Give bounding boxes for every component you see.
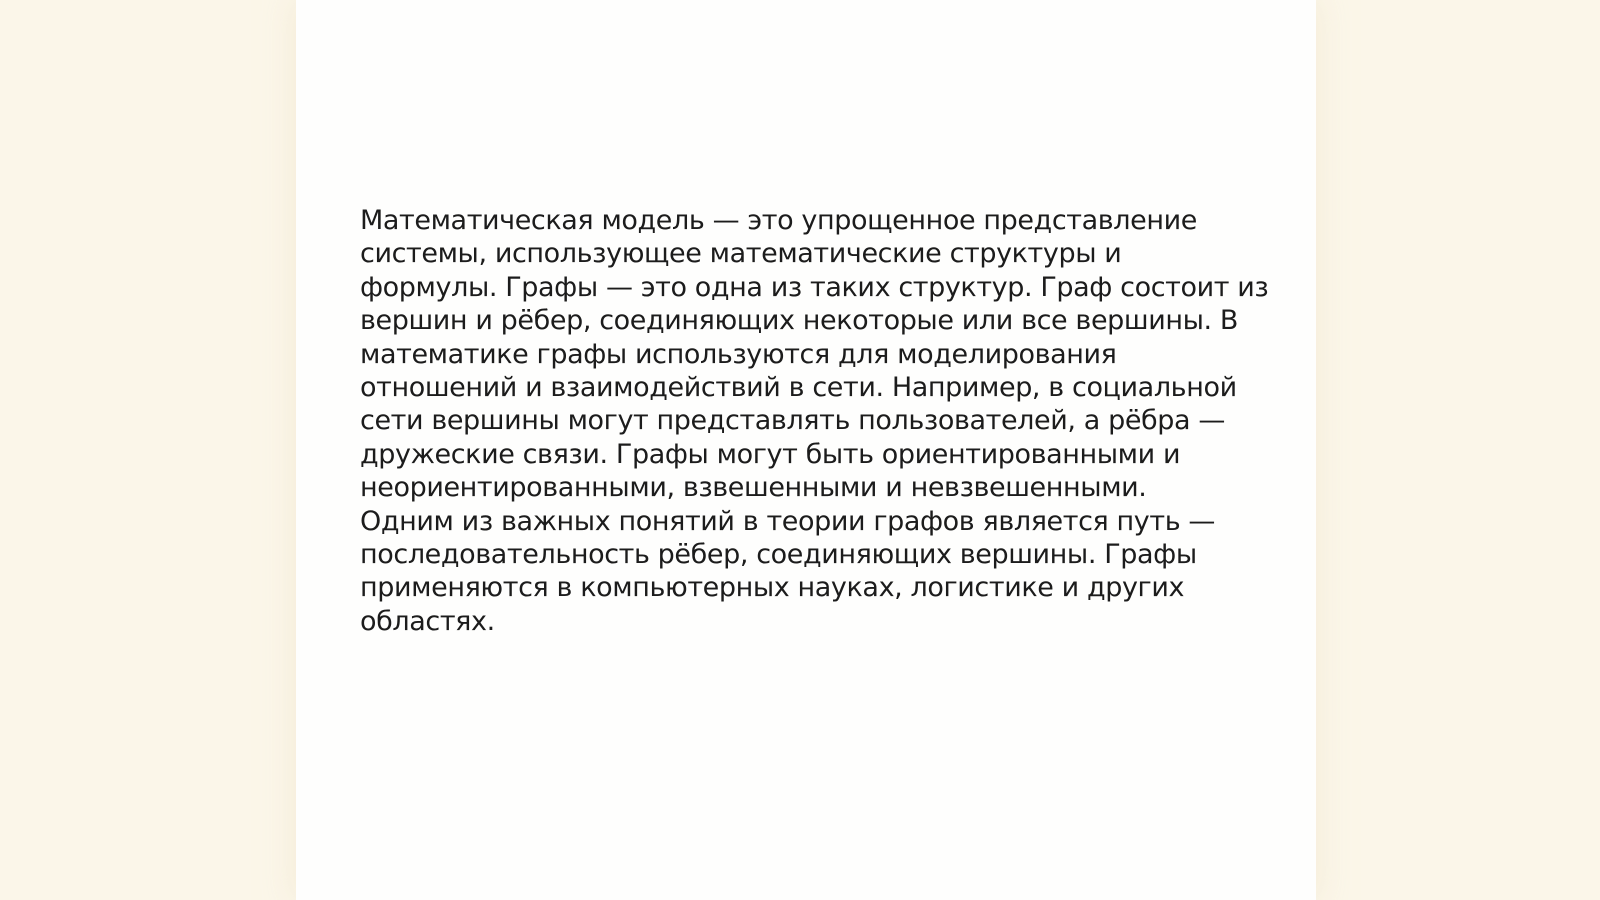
text-line: применяются в компьютерных науках, логистике и других — [360, 572, 1185, 604]
text-line: вершин и рёбер, соединяющих некоторые или все вершины. В — [360, 305, 1239, 337]
text-line: Математическая модель — это упрощенное представление — [360, 205, 1197, 236]
text-line: последовательность рёбер, соединяющих вершины. Графы — [360, 538, 1197, 570]
text-line: формулы. Графы — это одна из таких структур. Граф состоит из — [360, 271, 1269, 303]
text-line: сети вершины могут представлять пользователей, а рёбра — — [360, 405, 1225, 437]
text-line: неориентированными, взвешенными и невзвешенными. — [360, 472, 1147, 504]
text-line: системы, использующее математические структуры и — [360, 238, 1122, 270]
body-paragraph — [360, 204, 1269, 638]
text-line: отношений и взаимодействий в сети. Например, в социальной — [360, 371, 1237, 403]
text-line: областях. — [360, 605, 495, 637]
text-line: дружеские связи. Графы могут быть ориентированными и — [360, 438, 1181, 470]
text-line: Одним из важных понятий в теории графов является путь — — [360, 505, 1215, 537]
text-line: математике графы используются для моделирования — [360, 338, 1117, 370]
document-page — [296, 0, 1316, 900]
